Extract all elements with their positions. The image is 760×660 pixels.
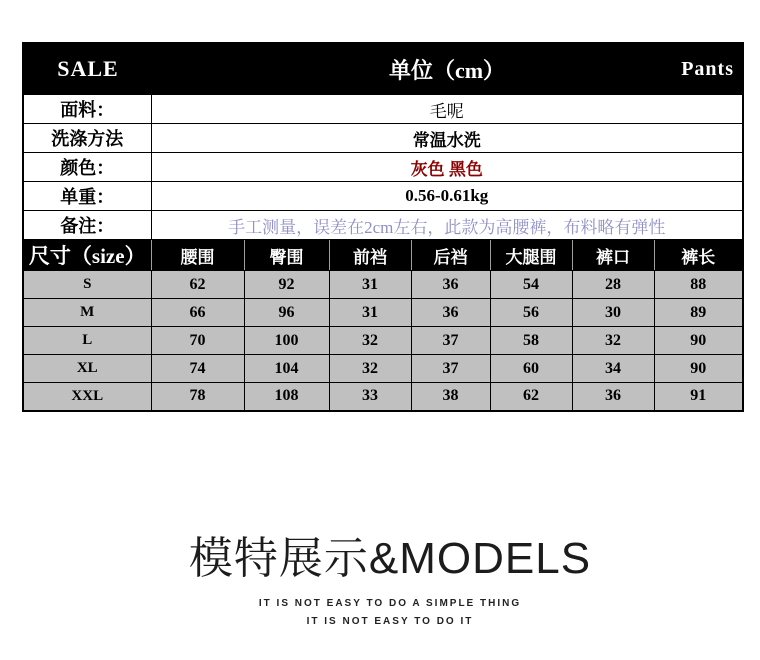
info-row-color [23, 153, 743, 182]
size-name: XXL [23, 383, 151, 411]
size-row-m [23, 299, 743, 327]
banner-sale-label: SALE [57, 56, 119, 81]
col-header-waist: 腰围 [151, 240, 244, 271]
size-cell: 32 [572, 327, 654, 355]
size-cell: 36 [572, 383, 654, 411]
size-row-l [23, 327, 743, 355]
size-cell: 74 [151, 355, 244, 383]
size-cell: 37 [411, 355, 490, 383]
size-cell: 30 [572, 299, 654, 327]
banner-unit-label: 单位（cm） [388, 57, 506, 83]
banner-pants-label: Pants [681, 57, 734, 80]
size-cell: 91 [654, 383, 743, 411]
size-cell: 33 [329, 383, 411, 411]
size-cell: 66 [151, 299, 244, 327]
size-cell: 36 [411, 299, 490, 327]
weight-value: 0.56-0.61kg [151, 182, 743, 211]
col-header-back-rise: 后裆 [411, 240, 490, 271]
size-title-header: 尺寸（size） [23, 240, 151, 271]
size-cell: 56 [490, 299, 572, 327]
color-value: 灰色 黑色 [151, 153, 743, 182]
size-cell: 58 [490, 327, 572, 355]
product-spec-table [22, 42, 744, 412]
size-cell: 70 [151, 327, 244, 355]
size-header-row [23, 240, 743, 271]
models-subtitle-2: IT IS NOT EASY TO DO IT [306, 615, 474, 627]
size-name: S [23, 271, 151, 299]
size-cell: 31 [329, 299, 411, 327]
size-cell: 62 [151, 271, 244, 299]
size-cell: 32 [329, 355, 411, 383]
size-cell: 37 [411, 327, 490, 355]
size-cell: 60 [490, 355, 572, 383]
info-row-weight [23, 182, 743, 211]
info-row-fabric [23, 95, 743, 124]
col-header-length: 裤长 [654, 240, 743, 271]
size-cell: 34 [572, 355, 654, 383]
size-cell: 100 [244, 327, 329, 355]
top-banner-inner [24, 44, 742, 94]
models-subtitle-1: IT IS NOT EASY TO DO A SIMPLE THING [258, 597, 522, 609]
size-name: M [23, 299, 151, 327]
col-header-leg-opening: 裤口 [572, 240, 654, 271]
info-row-washing [23, 124, 743, 153]
notes-label: 备注： [23, 211, 151, 240]
size-cell: 90 [654, 355, 743, 383]
size-cell: 31 [329, 271, 411, 299]
size-cell: 38 [411, 383, 490, 411]
top-banner [23, 43, 743, 95]
size-cell: 104 [244, 355, 329, 383]
size-row-xxl [23, 383, 743, 411]
size-cell: 28 [572, 271, 654, 299]
fabric-label: 面料： [23, 95, 151, 124]
size-name: L [23, 327, 151, 355]
size-cell: 89 [654, 299, 743, 327]
size-row-s [23, 271, 743, 299]
col-header-hip: 臀围 [244, 240, 329, 271]
size-cell: 90 [654, 327, 743, 355]
washing-label: 洗涤方法 [23, 124, 151, 153]
size-cell: 36 [411, 271, 490, 299]
info-row-notes [23, 211, 743, 240]
size-cell: 54 [490, 271, 572, 299]
size-cell: 108 [244, 383, 329, 411]
notes-value: 手工测量，误差在2cm左右，此款为高腰裤，布料略有弹性 [151, 211, 743, 240]
fabric-value: 毛呢 [151, 95, 743, 124]
col-header-front-rise: 前裆 [329, 240, 411, 271]
washing-value: 常温水洗 [151, 124, 743, 153]
size-cell: 88 [654, 271, 743, 299]
col-header-thigh: 大腿围 [490, 240, 572, 271]
size-cell: 32 [329, 327, 411, 355]
size-name: XL [23, 355, 151, 383]
size-cell: 96 [244, 299, 329, 327]
size-cell: 62 [490, 383, 572, 411]
color-label: 颜色： [23, 153, 151, 182]
size-row-xl [23, 355, 743, 383]
top-banner-row [23, 43, 743, 95]
weight-label: 单重： [23, 182, 151, 211]
size-cell: 78 [151, 383, 244, 411]
models-section [0, 522, 760, 627]
models-title: 模特展示&MODELS [188, 533, 592, 583]
size-cell: 92 [244, 271, 329, 299]
